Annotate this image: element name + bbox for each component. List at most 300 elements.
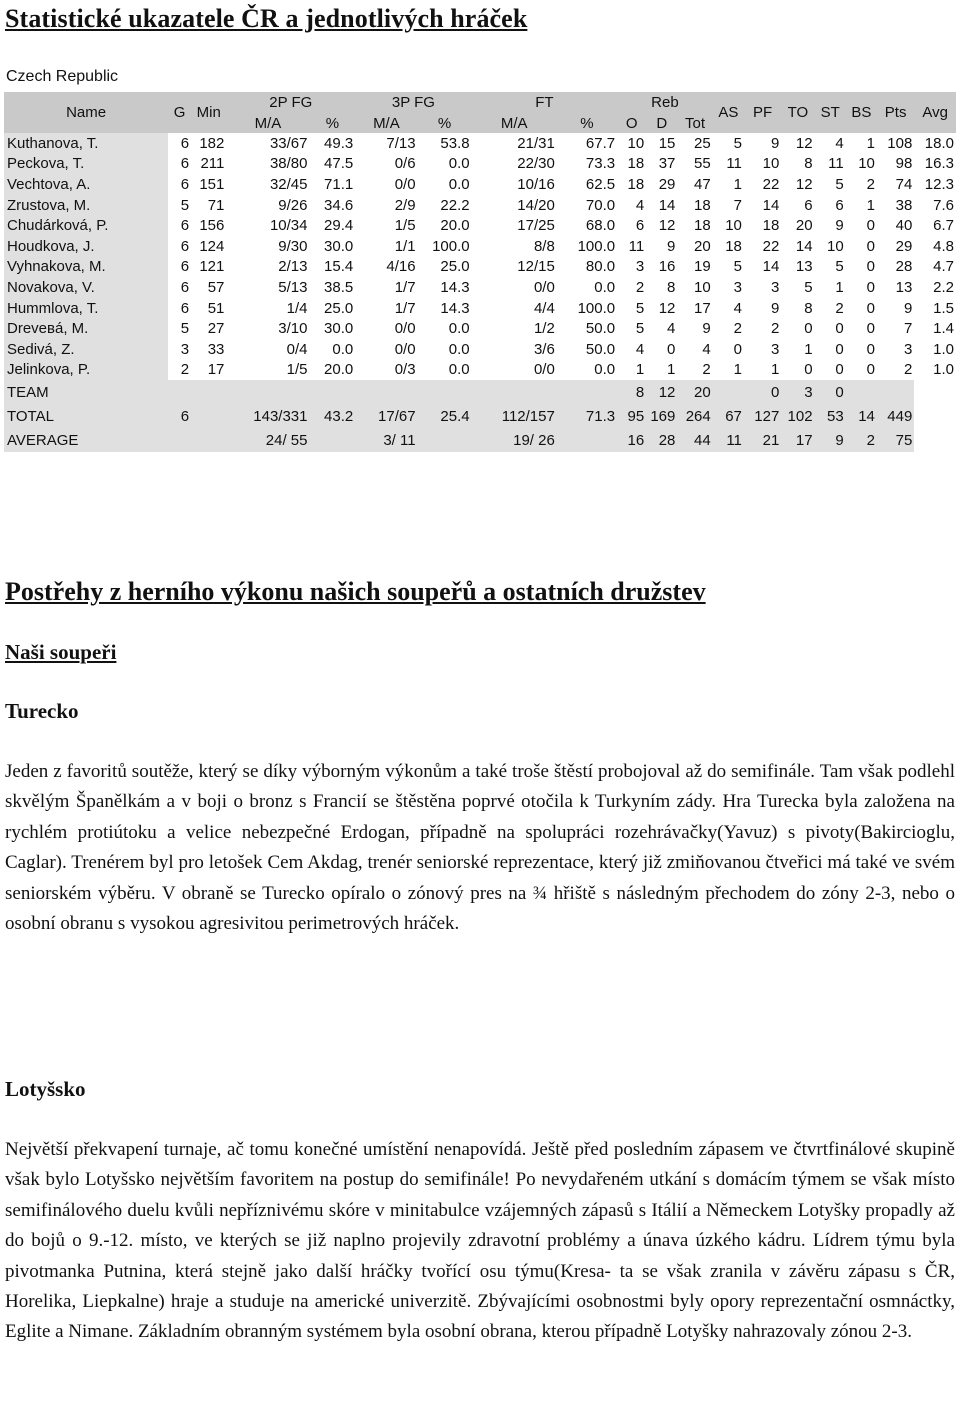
player-name: Peckova, T. bbox=[4, 154, 168, 175]
player-3p-pct: 0.0 bbox=[418, 339, 472, 360]
player-to: 6 bbox=[781, 195, 814, 216]
player-avg: 1.4 bbox=[914, 318, 956, 339]
player-reb-d: 16 bbox=[646, 257, 677, 278]
player-2p-pct: 38.5 bbox=[310, 277, 356, 298]
player-avg: 6.7 bbox=[914, 215, 956, 236]
player-g: 6 bbox=[168, 257, 191, 278]
total-2p-pct: 43.2 bbox=[310, 404, 356, 428]
player-to: 1 bbox=[781, 339, 814, 360]
player-row bbox=[4, 236, 956, 257]
player-pts: 9 bbox=[877, 298, 914, 319]
player-3p-ma: 1/1 bbox=[355, 236, 417, 257]
player-name: Kuthanova, T. bbox=[4, 133, 168, 154]
player-as: 1 bbox=[713, 360, 744, 381]
player-avg: 2.2 bbox=[914, 277, 956, 298]
player-bs: 0 bbox=[846, 215, 877, 236]
total-3p-ma: 17/67 bbox=[355, 404, 417, 428]
player-row bbox=[4, 360, 956, 381]
player-min: 124 bbox=[191, 236, 226, 257]
player-avg: 18.0 bbox=[914, 133, 956, 154]
player-2p-ma: 2/13 bbox=[226, 257, 309, 278]
player-min: 33 bbox=[191, 339, 226, 360]
player-reb-d: 14 bbox=[646, 195, 677, 216]
total-st: 53 bbox=[815, 404, 846, 428]
total-row bbox=[4, 404, 956, 428]
player-g: 6 bbox=[168, 174, 191, 195]
player-as: 2 bbox=[713, 318, 744, 339]
player-3p-ma: 1/7 bbox=[355, 277, 417, 298]
player-st: 5 bbox=[815, 257, 846, 278]
player-bs: 0 bbox=[846, 277, 877, 298]
player-2p-pct: 0.0 bbox=[310, 339, 356, 360]
player-2p-pct: 30.0 bbox=[310, 236, 356, 257]
header-ft-pct: % bbox=[557, 113, 617, 133]
player-to: 20 bbox=[781, 215, 814, 236]
header-st: ST bbox=[815, 92, 846, 133]
player-g: 6 bbox=[168, 277, 191, 298]
average-reb-o: 16 bbox=[617, 428, 646, 452]
player-reb-tot: 20 bbox=[677, 236, 712, 257]
total-reb-tot: 264 bbox=[677, 404, 712, 428]
player-as: 5 bbox=[713, 133, 744, 154]
player-ft-pct: 100.0 bbox=[557, 236, 617, 257]
player-st: 11 bbox=[815, 154, 846, 175]
player-as: 1 bbox=[713, 174, 744, 195]
header-reb-o: O bbox=[617, 113, 646, 133]
player-3p-ma: 0/0 bbox=[355, 174, 417, 195]
player-name: Dreveвá, M. bbox=[4, 318, 168, 339]
player-2p-ma: 9/30 bbox=[226, 236, 309, 257]
player-ft-ma: 3/6 bbox=[472, 339, 557, 360]
player-3p-ma: 0/3 bbox=[355, 360, 417, 381]
player-pf: 18 bbox=[744, 215, 781, 236]
player-3p-pct: 0.0 bbox=[418, 318, 472, 339]
player-3p-pct: 0.0 bbox=[418, 154, 472, 175]
player-3p-pct: 22.2 bbox=[418, 195, 472, 216]
player-ft-ma: 1/2 bbox=[472, 318, 557, 339]
header-3p-pct: % bbox=[418, 113, 472, 133]
player-to: 12 bbox=[781, 174, 814, 195]
player-ft-ma: 12/15 bbox=[472, 257, 557, 278]
player-pts: 2 bbox=[877, 360, 914, 381]
player-3p-ma: 0/0 bbox=[355, 318, 417, 339]
player-reb-o: 6 bbox=[617, 215, 646, 236]
player-reb-tot: 18 bbox=[677, 195, 712, 216]
player-reb-o: 18 bbox=[617, 174, 646, 195]
player-reb-o: 18 bbox=[617, 154, 646, 175]
player-2p-ma: 33/67 bbox=[226, 133, 309, 154]
total-reb-d: 169 bbox=[646, 404, 677, 428]
team-caption: Czech Republic bbox=[6, 68, 119, 85]
total-3p-pct: 25.4 bbox=[418, 404, 472, 428]
average-ft-ma: 19/ 26 bbox=[472, 428, 557, 452]
player-2p-ma: 10/34 bbox=[226, 215, 309, 236]
player-min: 211 bbox=[191, 154, 226, 175]
player-name: Vechtova, A. bbox=[4, 174, 168, 195]
header-2p-ma: M/A bbox=[226, 113, 309, 133]
player-avg: 1.0 bbox=[914, 360, 956, 381]
header-2p-fg: 2P FG bbox=[226, 92, 355, 113]
player-name: Houdkova, J. bbox=[4, 236, 168, 257]
total-ft-pct: 71.3 bbox=[557, 404, 617, 428]
player-reb-o: 11 bbox=[617, 236, 646, 257]
player-st: 2 bbox=[815, 298, 846, 319]
player-ft-pct: 70.0 bbox=[557, 195, 617, 216]
total-2p-ma: 143/331 bbox=[226, 404, 309, 428]
player-g: 6 bbox=[168, 298, 191, 319]
player-2p-ma: 32/45 bbox=[226, 174, 309, 195]
player-pf: 1 bbox=[744, 360, 781, 381]
player-bs: 0 bbox=[846, 257, 877, 278]
header-name: Name bbox=[4, 92, 168, 133]
player-reb-tot: 55 bbox=[677, 154, 712, 175]
player-as: 18 bbox=[713, 236, 744, 257]
player-reb-tot: 4 bbox=[677, 339, 712, 360]
average-reb-d: 28 bbox=[646, 428, 677, 452]
player-row bbox=[4, 215, 956, 236]
team-reb-tot: 20 bbox=[677, 380, 712, 404]
player-bs: 0 bbox=[846, 318, 877, 339]
player-3p-ma: 7/13 bbox=[355, 133, 417, 154]
player-g: 2 bbox=[168, 360, 191, 381]
player-reb-o: 5 bbox=[617, 318, 646, 339]
player-name: Chudárková, P. bbox=[4, 215, 168, 236]
player-3p-pct: 14.3 bbox=[418, 277, 472, 298]
header-3p-ma: M/A bbox=[355, 113, 417, 133]
player-pts: 40 bbox=[877, 215, 914, 236]
player-bs: 0 bbox=[846, 339, 877, 360]
team-reb-o: 8 bbox=[617, 380, 646, 404]
player-2p-pct: 20.0 bbox=[310, 360, 356, 381]
player-min: 182 bbox=[191, 133, 226, 154]
player-pf: 3 bbox=[744, 277, 781, 298]
player-pts: 7 bbox=[877, 318, 914, 339]
player-ft-pct: 80.0 bbox=[557, 257, 617, 278]
opponents-subheading: Naši soupeři bbox=[5, 640, 117, 664]
turecko-paragraph: Jeden z favoritů soutěže, který se díky výborným výkonům a také troše štěstí probojoval až do semifinále. Tam však podlehl skvělým Španělkám a v boji o bronz s Francií se štěstěna poprvé otočila k Turkyním zády. Hra Turecka byla založena na rychlém protiútoku a velice nebezpečné Erdogan, případně na spolupráci rozehrávačky(Yavuz) s pivoty(Bakircioglu, Caglar). Trenérem byl pro letošek Cem Akdag, trenér seniorské reprezentace, který již zmiňovanou čtveřici má také ve svém seniorském výběru. V obraně se Turecko opíralo o zónový pres na ¾ hřiště s následným přechodem do zóny 2-3, nebo o osobní obranu s vysokou agresivitou perimetrových hráček. bbox=[5, 761, 955, 935]
player-3p-pct: 100.0 bbox=[418, 236, 472, 257]
player-bs: 1 bbox=[846, 195, 877, 216]
total-reb-o: 95 bbox=[617, 404, 646, 428]
player-row bbox=[4, 174, 956, 195]
player-row bbox=[4, 133, 956, 154]
header-ft: FT bbox=[472, 92, 617, 113]
average-bs: 2 bbox=[846, 428, 877, 452]
player-to: 8 bbox=[781, 298, 814, 319]
header-g: G bbox=[168, 92, 191, 133]
player-3p-ma: 0/0 bbox=[355, 339, 417, 360]
player-min: 51 bbox=[191, 298, 226, 319]
player-g: 6 bbox=[168, 236, 191, 257]
header-ft-ma: M/A bbox=[472, 113, 557, 133]
player-ft-pct: 0.0 bbox=[557, 360, 617, 381]
player-ft-ma: 8/8 bbox=[472, 236, 557, 257]
player-3p-pct: 53.8 bbox=[418, 133, 472, 154]
player-ft-pct: 0.0 bbox=[557, 277, 617, 298]
player-2p-pct: 15.4 bbox=[310, 257, 356, 278]
player-ft-pct: 73.3 bbox=[557, 154, 617, 175]
turecko-heading: Turecko bbox=[5, 699, 79, 723]
header-pts: Pts bbox=[877, 92, 914, 133]
header-2p-pct: % bbox=[310, 113, 356, 133]
player-pf: 14 bbox=[744, 257, 781, 278]
player-reb-tot: 9 bbox=[677, 318, 712, 339]
player-min: 156 bbox=[191, 215, 226, 236]
header-as: AS bbox=[713, 92, 744, 133]
player-3p-pct: 0.0 bbox=[418, 360, 472, 381]
player-3p-pct: 14.3 bbox=[418, 298, 472, 319]
player-avg: 16.3 bbox=[914, 154, 956, 175]
player-st: 0 bbox=[815, 318, 846, 339]
player-st: 0 bbox=[815, 360, 846, 381]
player-2p-pct: 25.0 bbox=[310, 298, 356, 319]
player-reb-d: 9 bbox=[646, 236, 677, 257]
average-as: 11 bbox=[713, 428, 744, 452]
player-g: 3 bbox=[168, 339, 191, 360]
player-to: 0 bbox=[781, 360, 814, 381]
lotyssko-heading: Lotyšsko bbox=[5, 1077, 86, 1101]
player-pts: 3 bbox=[877, 339, 914, 360]
player-3p-ma: 0/6 bbox=[355, 154, 417, 175]
player-reb-d: 0 bbox=[646, 339, 677, 360]
team-to: 3 bbox=[781, 380, 814, 404]
player-reb-d: 29 bbox=[646, 174, 677, 195]
section-heading: Postřehy z herního výkonu našich soupeřů a ostatních družstev bbox=[5, 577, 706, 606]
player-row bbox=[4, 339, 956, 360]
header-bs: BS bbox=[846, 92, 877, 133]
player-ft-ma: 22/30 bbox=[472, 154, 557, 175]
player-reb-o: 2 bbox=[617, 277, 646, 298]
player-3p-ma: 2/9 bbox=[355, 195, 417, 216]
player-name: Vyhnakova, M. bbox=[4, 257, 168, 278]
lotyssko-paragraph: Největší překvapení turnaje, ač tomu konečné umístění nenapovídá. Ještě před posledním zápasem ve čtvrtfinálové skupině však bylo Lotyšsko největším favoritem na postup do semifinále! Po nevydařeném utkání s domácím týmem se však místo semifinálového duelu kvůli nepříznivému skóre v minitabulce vzájemných zápasů s Itálií a Německem Lotyšky propadly až do bojů o 9.-12. místo, ve kterých se již naplno projevily zdravotní problémy a únava úzkého kádru. Lídrem týmu byla pivotmanka Putnina, která stejně jako další hráčky tvořící osu týmu(Kresa- ta se však zranila v závěru zápasu s ČR, Horelika, Liepkalne) hraje a studuje na americké univerzitě. Zbývajícími osobnostmi byly opory reprezentační osmnáctky, Eglite a Nimane. Základním obranným systémem byla osobní obrana, kterou případně Lotyšky nahrazovaly zónou 2-3. bbox=[5, 1139, 955, 1343]
player-2p-ma: 1/4 bbox=[226, 298, 309, 319]
player-reb-d: 8 bbox=[646, 277, 677, 298]
player-as: 0 bbox=[713, 339, 744, 360]
player-avg: 1.5 bbox=[914, 298, 956, 319]
total-pts: 449 bbox=[877, 404, 914, 428]
player-avg: 4.7 bbox=[914, 257, 956, 278]
header-min: Min bbox=[191, 92, 226, 133]
player-st: 1 bbox=[815, 277, 846, 298]
average-reb-tot: 44 bbox=[677, 428, 712, 452]
average-st: 9 bbox=[815, 428, 846, 452]
team-label: TEAM bbox=[4, 380, 168, 404]
player-reb-d: 12 bbox=[646, 298, 677, 319]
player-reb-tot: 25 bbox=[677, 133, 712, 154]
player-avg: 1.0 bbox=[914, 339, 956, 360]
player-g: 5 bbox=[168, 318, 191, 339]
average-to: 17 bbox=[781, 428, 814, 452]
player-to: 8 bbox=[781, 154, 814, 175]
total-pf: 127 bbox=[744, 404, 781, 428]
player-3p-ma: 1/5 bbox=[355, 215, 417, 236]
player-2p-ma: 3/10 bbox=[226, 318, 309, 339]
team-reb-d: 12 bbox=[646, 380, 677, 404]
player-reb-d: 37 bbox=[646, 154, 677, 175]
player-bs: 10 bbox=[846, 154, 877, 175]
player-3p-pct: 25.0 bbox=[418, 257, 472, 278]
player-st: 0 bbox=[815, 339, 846, 360]
total-to: 102 bbox=[781, 404, 814, 428]
player-reb-d: 12 bbox=[646, 215, 677, 236]
player-min: 57 bbox=[191, 277, 226, 298]
player-2p-pct: 34.6 bbox=[310, 195, 356, 216]
team-row bbox=[4, 380, 956, 404]
player-g: 6 bbox=[168, 154, 191, 175]
player-as: 3 bbox=[713, 277, 744, 298]
player-pts: 108 bbox=[877, 133, 914, 154]
total-ft-ma: 112/157 bbox=[472, 404, 557, 428]
header-3p-fg: 3P FG bbox=[355, 92, 471, 113]
player-pf: 22 bbox=[744, 174, 781, 195]
player-2p-ma: 38/80 bbox=[226, 154, 309, 175]
player-3p-pct: 20.0 bbox=[418, 215, 472, 236]
player-bs: 0 bbox=[846, 360, 877, 381]
player-bs: 0 bbox=[846, 298, 877, 319]
player-3p-ma: 4/16 bbox=[355, 257, 417, 278]
player-reb-o: 4 bbox=[617, 339, 646, 360]
player-as: 10 bbox=[713, 215, 744, 236]
player-reb-tot: 2 bbox=[677, 360, 712, 381]
player-reb-d: 1 bbox=[646, 360, 677, 381]
player-2p-pct: 71.1 bbox=[310, 174, 356, 195]
header-reb-tot: Tot bbox=[677, 113, 712, 133]
stats-table bbox=[4, 92, 956, 452]
player-min: 121 bbox=[191, 257, 226, 278]
player-st: 5 bbox=[815, 174, 846, 195]
player-g: 6 bbox=[168, 215, 191, 236]
header-pf: PF bbox=[744, 92, 781, 133]
player-st: 9 bbox=[815, 215, 846, 236]
player-to: 13 bbox=[781, 257, 814, 278]
player-bs: 2 bbox=[846, 174, 877, 195]
player-2p-pct: 29.4 bbox=[310, 215, 356, 236]
player-ft-ma: 0/0 bbox=[472, 277, 557, 298]
player-pts: 74 bbox=[877, 174, 914, 195]
average-2p-ma: 24/ 55 bbox=[226, 428, 309, 452]
average-pts: 75 bbox=[877, 428, 914, 452]
player-ft-ma: 4/4 bbox=[472, 298, 557, 319]
player-pts: 28 bbox=[877, 257, 914, 278]
player-as: 7 bbox=[713, 195, 744, 216]
player-reb-tot: 18 bbox=[677, 215, 712, 236]
player-reb-o: 1 bbox=[617, 360, 646, 381]
player-ft-pct: 68.0 bbox=[557, 215, 617, 236]
player-avg: 12.3 bbox=[914, 174, 956, 195]
player-2p-pct: 47.5 bbox=[310, 154, 356, 175]
player-pf: 9 bbox=[744, 298, 781, 319]
player-pts: 98 bbox=[877, 154, 914, 175]
total-bs: 14 bbox=[846, 404, 877, 428]
player-ft-ma: 0/0 bbox=[472, 360, 557, 381]
player-pf: 3 bbox=[744, 339, 781, 360]
player-ft-pct: 50.0 bbox=[557, 339, 617, 360]
player-pf: 2 bbox=[744, 318, 781, 339]
header-reb: Reb bbox=[617, 92, 713, 113]
player-pf: 10 bbox=[744, 154, 781, 175]
player-pf: 22 bbox=[744, 236, 781, 257]
player-reb-tot: 10 bbox=[677, 277, 712, 298]
player-ft-ma: 17/25 bbox=[472, 215, 557, 236]
player-ft-pct: 67.7 bbox=[557, 133, 617, 154]
page-title: Statistické ukazatele ČR a jednotlivých hráček bbox=[5, 4, 528, 33]
average-row bbox=[4, 428, 956, 452]
player-3p-ma: 1/7 bbox=[355, 298, 417, 319]
player-ft-ma: 14/20 bbox=[472, 195, 557, 216]
player-name: Sedivá, Z. bbox=[4, 339, 168, 360]
header-avg: Avg bbox=[914, 92, 956, 133]
player-3p-pct: 0.0 bbox=[418, 174, 472, 195]
player-to: 5 bbox=[781, 277, 814, 298]
player-st: 10 bbox=[815, 236, 846, 257]
player-st: 4 bbox=[815, 133, 846, 154]
player-reb-d: 4 bbox=[646, 318, 677, 339]
total-as: 67 bbox=[713, 404, 744, 428]
player-2p-ma: 5/13 bbox=[226, 277, 309, 298]
player-name: Zrustova, M. bbox=[4, 195, 168, 216]
player-reb-tot: 17 bbox=[677, 298, 712, 319]
player-min: 17 bbox=[191, 360, 226, 381]
player-ft-ma: 10/16 bbox=[472, 174, 557, 195]
player-as: 5 bbox=[713, 257, 744, 278]
player-row bbox=[4, 318, 956, 339]
player-row bbox=[4, 298, 956, 319]
player-reb-o: 3 bbox=[617, 257, 646, 278]
player-2p-ma: 9/26 bbox=[226, 195, 309, 216]
player-reb-o: 5 bbox=[617, 298, 646, 319]
player-g: 6 bbox=[168, 133, 191, 154]
player-2p-pct: 30.0 bbox=[310, 318, 356, 339]
player-as: 4 bbox=[713, 298, 744, 319]
player-name: Jelinkova, P. bbox=[4, 360, 168, 381]
player-row bbox=[4, 257, 956, 278]
player-reb-tot: 19 bbox=[677, 257, 712, 278]
player-to: 14 bbox=[781, 236, 814, 257]
header-to: TO bbox=[781, 92, 814, 133]
player-ft-pct: 100.0 bbox=[557, 298, 617, 319]
player-ft-ma: 21/31 bbox=[472, 133, 557, 154]
player-2p-ma: 1/5 bbox=[226, 360, 309, 381]
player-pts: 38 bbox=[877, 195, 914, 216]
player-pf: 14 bbox=[744, 195, 781, 216]
player-as: 11 bbox=[713, 154, 744, 175]
player-bs: 0 bbox=[846, 236, 877, 257]
team-st: 0 bbox=[815, 380, 846, 404]
player-pts: 29 bbox=[877, 236, 914, 257]
player-2p-ma: 0/4 bbox=[226, 339, 309, 360]
player-reb-tot: 47 bbox=[677, 174, 712, 195]
total-g: 6 bbox=[168, 404, 191, 428]
player-min: 71 bbox=[191, 195, 226, 216]
team-pf: 0 bbox=[744, 380, 781, 404]
player-g: 5 bbox=[168, 195, 191, 216]
player-avg: 7.6 bbox=[914, 195, 956, 216]
player-min: 27 bbox=[191, 318, 226, 339]
average-3p-ma: 3/ 11 bbox=[355, 428, 417, 452]
header-reb-d: D bbox=[646, 113, 677, 133]
player-row bbox=[4, 154, 956, 175]
player-ft-pct: 50.0 bbox=[557, 318, 617, 339]
total-label: TOTAL bbox=[4, 404, 168, 428]
player-reb-o: 4 bbox=[617, 195, 646, 216]
player-to: 12 bbox=[781, 133, 814, 154]
average-label: AVERAGE bbox=[4, 428, 168, 452]
player-st: 6 bbox=[815, 195, 846, 216]
player-reb-o: 10 bbox=[617, 133, 646, 154]
player-ft-pct: 62.5 bbox=[557, 174, 617, 195]
player-pf: 9 bbox=[744, 133, 781, 154]
